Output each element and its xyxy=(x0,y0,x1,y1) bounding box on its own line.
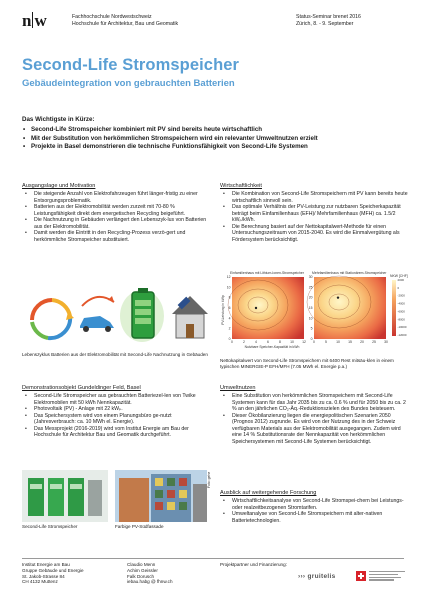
federal-office-logo xyxy=(369,571,405,583)
pv-facade-image xyxy=(115,470,207,522)
institution-line-2: Hochschule für Architektur, Bau und Geomatik xyxy=(72,20,179,27)
footer-line: CH 4132 Muttenz xyxy=(22,579,58,585)
footer-line: Achim Geissler xyxy=(127,567,158,573)
chart-y-label: PV-Leistung in kWp xyxy=(221,295,225,325)
list-item: • Batterien aus der Elektromobilität werden zurzeit mit 70-80 % Leistungsfähigkeit direkt dem energetischen Recycling beigeführt. xyxy=(22,204,212,217)
list-item: • Die Nachnutzung in Gebäuden verlängert den Lebenszyk-lus von Batterien aus der Elektromobilität. xyxy=(22,217,212,230)
key-point: • Mit der Substitution von herkömmlichen Stromspeichern wird ein relevanter Umweltnutzen erzielt xyxy=(22,135,412,144)
footer-line: Claudio Menn xyxy=(127,562,156,567)
list-item: • Das optimale Verhältnis der PV-Leistung zur nutzbaren Speicherkapazität beträgt beim Einfamilienhaus (EFH)/ Mehrfamilienhaus (MFH) ca. 1.5/2 kWₚ/kWh. xyxy=(220,204,408,224)
x-tick-label: 4 xyxy=(255,340,257,344)
facade-photo xyxy=(115,470,207,522)
y-tick-label: 8 xyxy=(228,295,231,300)
legend-tick-label: -4000 xyxy=(397,301,405,306)
photo-caption-2: Farbige PV-Südfassade xyxy=(115,524,164,529)
list-item: • Wirtschaftlichkeitsanalyse von Second-Life Stromspei-chern bei Leistungs- oder realzeitbezogenen Stromtarifen. xyxy=(220,498,410,511)
section-heading: Ausblick auf weitergehende Forschung xyxy=(220,490,317,496)
institution-name xyxy=(72,14,178,27)
y-tick-label: 25 xyxy=(308,285,313,290)
x-tick-label: 15 xyxy=(348,340,352,344)
list-item: • Dieser Ökobilanzierung liegen die energiepolitischen Szenarien 2050 (Prognos 2012) zugrunde. Es wird von der Nutzung des in der Schweiz verfügbaren Materials aus der Elektromobilität ausgegangen. Zudem wird eine 14 % Substitutionsrate der Nennkapazität von herkömmlichen Speichersystemen mit Second-Life Systemen berücksichtigt. xyxy=(220,413,410,446)
institution-line-1: Fachhochschule Nordwestschweiz xyxy=(72,14,152,20)
list-item: • Die steigende Anzahl von Elektrofahrzeugen führt länger-fristig zu einer Entsorgungsproblematik. xyxy=(22,191,212,204)
legend-tick-label: -2000 xyxy=(397,293,405,298)
poster-title: Second-Life Stromspeicher xyxy=(22,56,240,74)
key-point: • Projekte in Basel demonstrieren die technische Funktionsfähigkeit von Second-Life Systemen xyxy=(22,143,412,152)
key-points-heading: Das Wichtigste in Kürze: xyxy=(22,116,95,123)
y-tick-label: 6 xyxy=(228,306,231,310)
list-item: • Das Speichersystem wird von einem Planungsbüro ge-nutzt (Jahresverbrauch: ca. 10 MWh el. Energie). xyxy=(22,413,212,426)
chart-2-plot-area xyxy=(314,277,386,339)
footer-line: Institut Energie am Bau xyxy=(22,562,70,567)
x-tick-label: 20 xyxy=(360,340,364,344)
key-points-list xyxy=(22,126,412,152)
y-tick-label: 20 xyxy=(308,295,313,300)
y-tick-label: 4 xyxy=(228,316,231,321)
section-heading: Demonstrationsobjekt Gundeldinger Feld, Basel xyxy=(22,385,141,391)
event-line-2: Zürich, 8. - 9. September xyxy=(296,20,354,27)
footer-contacts xyxy=(127,562,173,585)
x-tick-label: 30 xyxy=(384,340,388,344)
list-item: • Die Berechnung basiert auf der Nettokapitalwert-Methode für einen Untersuchungszeitraum von 2015-2040. Es wird die Einmalvergütung als Fördersystem berücksichtigt. xyxy=(220,224,408,244)
recycling-arrows-icon xyxy=(32,300,74,338)
photo-caption-1: Second-Life Stromspeicher xyxy=(22,524,78,529)
list-item: • Die Kombination von Second-Life Stromspeichern mit PV kann bereits heute wirtschaftlich sinnvoll sein. xyxy=(220,191,408,204)
list-item: • Photovoltaik (PV) - Anlage mit 22 kWₚ. xyxy=(22,406,212,413)
outlook-section xyxy=(220,490,410,524)
y-tick-label: 30 xyxy=(308,275,313,279)
list-item: • Umweltanalyse von Second-Life Stromspeichern mit alter-nativen Batterietechnologien. xyxy=(220,511,410,524)
legend-tick-label: -6000 xyxy=(397,309,405,314)
contact-email[interactable]: iebau.habg @ fhnw.ch xyxy=(127,579,173,585)
x-tick-label: 10 xyxy=(336,340,340,344)
optimum-point xyxy=(255,307,257,309)
legend-tick-label: 0 xyxy=(397,285,400,290)
x-tick-label: 2 xyxy=(243,340,245,344)
y-tick-label: 12 xyxy=(226,275,231,279)
legend-tick-label: 2000 xyxy=(397,278,404,282)
economy-list xyxy=(220,191,408,243)
lifecycle-caption: Lebenszyklus Batterien aus der Elektromobilität mit Second-Life Nachnutzung in Gebäuden xyxy=(22,352,208,357)
x-tick-label: 8 xyxy=(279,340,281,344)
chart-caption: Nettokapitalwert von Second-Life Stromspeichern mit 6400 Rest mitsäu-klen in einem typischen MINERGIE-P EFH/MFH (7.05 MWh el. Energie p.a.) xyxy=(220,358,394,369)
footer-line: St. Jakob-Strasse 84 xyxy=(22,573,65,579)
fhnw-logo: n w xyxy=(22,11,47,30)
footer-line: Falk Dorusch xyxy=(127,573,155,579)
y-tick-label: 0 xyxy=(228,337,231,341)
motivation-section xyxy=(22,183,212,243)
footer-divider xyxy=(22,558,404,559)
photo-credit: Foto: gehe xyxy=(207,471,211,488)
legend-tick-label: -10000 xyxy=(397,325,407,330)
legend-tick-label: -8000 xyxy=(397,317,405,322)
color-legend xyxy=(392,280,396,336)
y-tick-label: 15 xyxy=(308,306,313,310)
section-heading: Wirtschaftlichkeit xyxy=(220,183,262,189)
economy-section xyxy=(220,183,408,243)
environment-list xyxy=(220,393,410,445)
x-tick-label: 0 xyxy=(313,340,315,344)
partner-logo: ››› gruitelis xyxy=(298,573,336,580)
lifecycle-illustration xyxy=(22,278,212,350)
outlook-list xyxy=(220,498,410,524)
footer-line: Gruppe Gebäude und Energie xyxy=(22,567,84,573)
battery-icon xyxy=(120,288,164,342)
key-point: • Second-Life Stromspeicher kombiniert mit PV sind bereits heute wirtschaftlich xyxy=(22,126,412,135)
storage-cabinets-image xyxy=(22,470,108,522)
section-heading: Ausgangslage und Motivation xyxy=(22,183,96,189)
list-item: • Das Messprojekt (2016-2019) wird vom Institut Energie am Bau der Hochschule für Architektur Bau und Geomatik durchgeführt. xyxy=(22,426,212,439)
poster-subtitle: Gebäudeintegration von gebrauchten Batterien xyxy=(22,78,235,89)
list-item: • Damit werden die Eintritt in den Recycling-Prozess verzö-gert und herkömmliche Stromspeicher substituiert. xyxy=(22,230,212,243)
y-tick-label: 2 xyxy=(228,326,231,331)
legend-tick-label: -12000 xyxy=(397,333,407,337)
storage-photo xyxy=(22,470,108,522)
swiss-flag-icon xyxy=(356,571,366,581)
house-icon xyxy=(172,296,208,338)
y-tick-label: 0 xyxy=(310,337,313,341)
x-tick-label: 6 xyxy=(267,340,269,344)
list-item: • Eine Substitution von herkömmlichen Stromspeichern mit Second-Life Systemen kann für das Jahr 2035 bis zu ca. 0.6 % und für 2050 bis zu ca. 2 % an den jährlichen CO₂-Äq.-Reduktionszielen des Bundes beisteuern. xyxy=(220,393,410,413)
x-tick-label: 12 xyxy=(302,340,306,344)
y-tick-label: 10 xyxy=(226,285,231,290)
x-tick-label: 5 xyxy=(325,340,327,344)
chart-1-title: Einfamilienhaus mit Lithium-Ionen-Stromspeicher xyxy=(230,271,304,275)
footer-address xyxy=(22,562,84,585)
x-tick-label: 0 xyxy=(231,340,233,344)
demo-section xyxy=(22,385,212,439)
npv-heatmap-charts xyxy=(220,268,408,358)
y-tick-label: 10 xyxy=(308,316,313,321)
partner-label: Projektpartner und Finanzierung: xyxy=(220,562,287,567)
legend-title: NKW [CHF] xyxy=(390,274,408,278)
chart-1-plot-area xyxy=(232,277,304,339)
chart-x-label: Nutzbare Speicher-Kapazität in kWh xyxy=(244,345,300,349)
car-icon xyxy=(80,316,114,332)
y-tick-label: 5 xyxy=(310,326,313,331)
legend-ticks xyxy=(398,278,407,337)
demo-list xyxy=(22,393,212,439)
environment-section xyxy=(220,385,410,445)
x-tick-label: 10 xyxy=(290,340,294,344)
event-info xyxy=(296,14,361,27)
arrow-icon xyxy=(82,296,114,306)
x-tick-label: 25 xyxy=(372,340,376,344)
list-item: • Second-Life Stromspeicher aus gebrauchten Batteriezel-len von Twike Elektromobilen mit 50 kWh Nennkapazität. xyxy=(22,393,212,406)
optimum-point xyxy=(337,296,339,298)
motivation-list xyxy=(22,191,212,243)
chart-2-title: Mehrfamilienhaus mit Stationärem-Stromspeicher xyxy=(312,271,387,275)
event-line-1: Status-Seminar brenet 2016 xyxy=(296,14,361,20)
section-heading: Umweltnutzen xyxy=(220,385,256,391)
